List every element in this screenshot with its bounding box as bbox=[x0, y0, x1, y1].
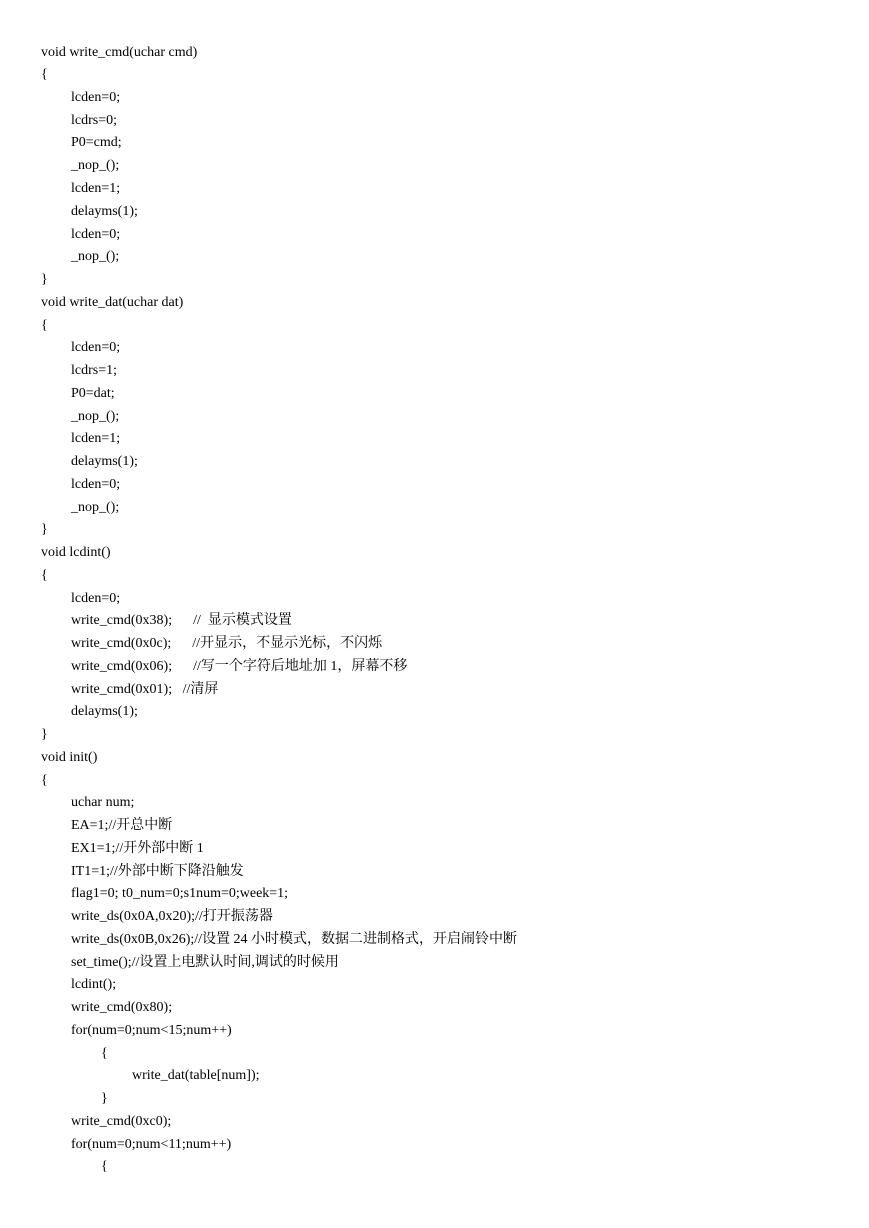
code-line: void lcdint() bbox=[41, 545, 111, 560]
code-line: void write_dat(uchar dat) bbox=[41, 295, 184, 310]
code-line: write_cmd(0x06); //写一个字符后地址加 1，屏幕不移 bbox=[71, 659, 408, 674]
code-line: uchar num; bbox=[71, 795, 135, 810]
code-line: { bbox=[101, 1159, 108, 1174]
code-line: P0=cmd; bbox=[71, 135, 122, 150]
code-line: delayms(1); bbox=[71, 454, 138, 469]
code-line: EA=1;//开总中断 bbox=[71, 818, 173, 833]
code-line: write_cmd(0x38); // 显示模式设置 bbox=[71, 613, 292, 628]
code-line: write_ds(0x0B,0x26);//设置 24 小时模式，数据二进制格式，开启闹铃中断 bbox=[71, 932, 518, 947]
code-line: write_cmd(0x01); //清屏 bbox=[71, 682, 219, 697]
code-line: for(num=0;num<15;num++) bbox=[71, 1023, 232, 1038]
code-line: { bbox=[41, 318, 48, 333]
code-line: EX1=1;//开外部中断 1 bbox=[71, 841, 204, 856]
code-line: _nop_(); bbox=[71, 249, 120, 264]
code-line: { bbox=[101, 1046, 108, 1061]
code-line: _nop_(); bbox=[71, 158, 120, 173]
code-line: lcden=0; bbox=[71, 90, 121, 105]
code-line: lcdint(); bbox=[71, 977, 117, 992]
code-line: void init() bbox=[41, 750, 98, 765]
code-line: lcden=1; bbox=[71, 181, 121, 196]
code-line: _nop_(); bbox=[71, 409, 120, 424]
code-line: } bbox=[41, 522, 48, 537]
code-line: lcden=1; bbox=[71, 431, 121, 446]
code-line: _nop_(); bbox=[71, 500, 120, 515]
code-line: lcden=0; bbox=[71, 477, 121, 492]
code-line: } bbox=[41, 727, 48, 742]
code-line: lcdrs=1; bbox=[71, 363, 117, 378]
code-line: lcden=0; bbox=[71, 591, 121, 606]
code-line: { bbox=[41, 773, 48, 788]
code-line: write_dat(table[num]); bbox=[132, 1068, 260, 1083]
code-line: lcden=0; bbox=[71, 340, 121, 355]
code-line: } bbox=[101, 1091, 108, 1106]
code-line: lcden=0; bbox=[71, 227, 121, 242]
code-line: lcdrs=0; bbox=[71, 113, 117, 128]
code-line: for(num=0;num<11;num++) bbox=[71, 1137, 232, 1152]
code-line: write_cmd(0x80); bbox=[71, 1000, 173, 1015]
code-line: write_cmd(0xc0); bbox=[71, 1114, 172, 1129]
code-line: { bbox=[41, 568, 48, 583]
code-line: flag1=0; t0_num=0;s1num=0;week=1; bbox=[71, 886, 289, 901]
code-line: set_time();//设置上电默认时间,调试的时候用 bbox=[71, 955, 339, 970]
code-line: delayms(1); bbox=[71, 204, 138, 219]
code-line: delayms(1); bbox=[71, 704, 138, 719]
code-line: write_ds(0x0A,0x20);//打开振荡器 bbox=[71, 909, 273, 924]
code-line: IT1=1;//外部中断下降沿触发 bbox=[71, 864, 244, 879]
code-line: write_cmd(0x0c); //开显示，不显示光标，不闪烁 bbox=[71, 636, 383, 651]
code-line: void write_cmd(uchar cmd) bbox=[41, 45, 198, 60]
code-line: { bbox=[41, 67, 48, 82]
code-line: } bbox=[41, 272, 48, 287]
code-line: P0=dat; bbox=[71, 386, 115, 401]
